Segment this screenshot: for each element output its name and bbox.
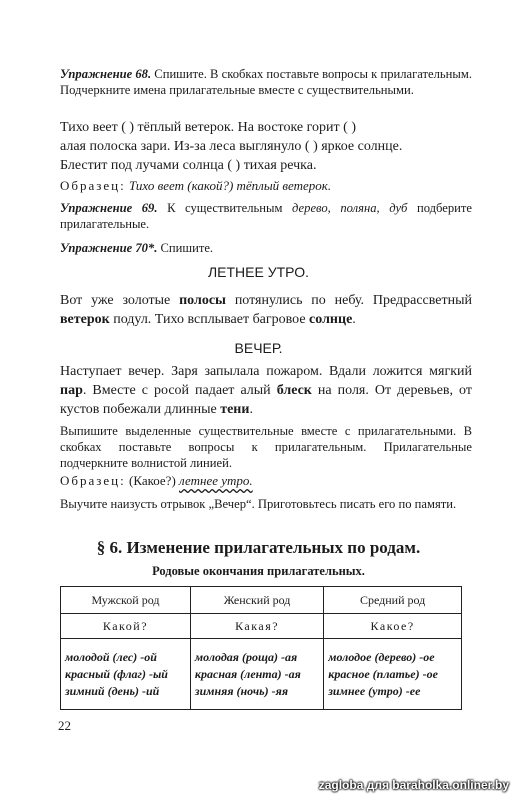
morning-text-2: потянулись по небу. Предрассветный [225, 293, 472, 308]
morning-bold-3: солнце [309, 312, 353, 327]
exercise-68-instructions [60, 66, 472, 98]
question-neuter: Какое? [324, 614, 462, 639]
exercise-68-line-2: алая полоска зари. Из-за леса выглянуло ( ) яркое солнце. [60, 139, 403, 154]
task-sample [60, 473, 472, 489]
morning-text-1: Вот уже золотые [60, 293, 180, 308]
watermark: zagloba для baraholka.onliner.by [318, 778, 509, 792]
morning-text-3: подул. Тихо всплывает багровое [109, 312, 310, 327]
gender-endings-table [60, 586, 462, 710]
header-neuter: Средний род [324, 587, 462, 614]
ending-f-2: красная (лента) -ая [194, 666, 301, 681]
morning-title: ЛЕТНЕЕ УТРО. [207, 264, 309, 280]
exercise-68-text: Спишите. В скобках поставьте вопросы к прилагательным. Подчеркните имена прилагательные вместе с существительными. [60, 67, 472, 97]
task-sample-question: (Какое?) [125, 473, 180, 488]
ending-f-1: молодая (роща) -ая [194, 649, 298, 664]
header-feminine: Женский род [190, 587, 323, 614]
exercise-69-label: Упражнение 69. [60, 201, 158, 215]
ending-m-3: зимний (день) -ий [65, 683, 160, 698]
exercise-70-label: Упражнение 70*. [60, 241, 158, 255]
exercise-68-line-1: Тихо веет ( ) тёплый ветерок. На востоке горит ( ) [60, 120, 356, 135]
endings-neuter [324, 639, 462, 710]
exercise-69 [60, 200, 472, 232]
evening-title: ВЕЧЕР. [234, 340, 283, 356]
ending-n-1: молодое (дерево) -ое [328, 649, 435, 664]
evening-bold-2: блеск [276, 383, 312, 398]
question-feminine: Какая? [190, 614, 323, 639]
exercise-69-text-2: подберите прилагательные. [60, 201, 472, 231]
question-masculine: Какой? [61, 614, 191, 639]
page-number: 22 [58, 718, 71, 733]
table-caption: Родовые окончания прилагательных. [152, 564, 365, 578]
sample-label: Образец: [60, 178, 126, 193]
exercise-69-words: дерево, поляна, дуб [292, 201, 408, 215]
morning-text-4: . [352, 312, 356, 327]
task-sample-words: летнее утро. [179, 473, 253, 488]
table-endings-row [61, 639, 462, 710]
evening-text-1: Наступает вечер. Заря запылала пожаром. Вдали ложится мягкий [60, 364, 472, 379]
ending-m-2: красный (флаг) -ый [65, 666, 168, 681]
exercise-69-text-1: К существительным [157, 201, 293, 215]
learn-instruction: Выучите наизусть отрывок „Вечер“. Приготовьтесь писать его по памяти. [60, 497, 457, 511]
ending-n-2: красное (платье) -ое [328, 666, 438, 681]
evening-text-2: . Вместе с росой падает алый [82, 383, 277, 398]
exercise-68-body [60, 118, 472, 175]
table-question-row [61, 614, 462, 639]
evening-text-4: . [249, 402, 253, 417]
section-title: § 6. Изменение прилагательных по родам. [96, 538, 421, 557]
morning-bold-2: ветерок [60, 312, 110, 327]
evening-bold-1: пар [60, 383, 83, 398]
morning-bold-1: полосы [179, 293, 226, 308]
task-sample-label: Образец: [60, 473, 126, 488]
task-instructions: Выпишите выделенные существительные вместе с прилагательными. В скобках поставьте вопросы к прилагательным. Прилагательные подчеркните волнистой линией. [60, 424, 472, 470]
ending-f-3: зимняя (ночь) -яя [194, 683, 288, 698]
endings-masculine [61, 639, 191, 710]
evening-bold-3: тени [220, 402, 250, 417]
endings-feminine [190, 639, 323, 710]
evening-text-3: на поля. От деревьев, от кустов побежали длинные [60, 383, 472, 417]
exercise-70-text: Спишите. [157, 241, 214, 255]
exercise-68-line-3: Блестит под лучами солнца ( ) тихая речка. [60, 158, 317, 173]
morning-text [60, 291, 472, 329]
sample-text: Тихо веет (какой?) тёплый ветерок. [129, 178, 332, 193]
ending-n-3: зимнее (утро) -ее [328, 683, 421, 698]
exercise-70 [60, 240, 472, 256]
evening-text [60, 362, 472, 419]
exercise-68-label: Упражнение 68. [60, 67, 152, 81]
header-masculine: Мужской род [61, 587, 191, 614]
ending-m-1: молодой (лес) -ой [65, 649, 157, 664]
exercise-68-sample [60, 178, 472, 194]
table-header-row [61, 587, 462, 614]
